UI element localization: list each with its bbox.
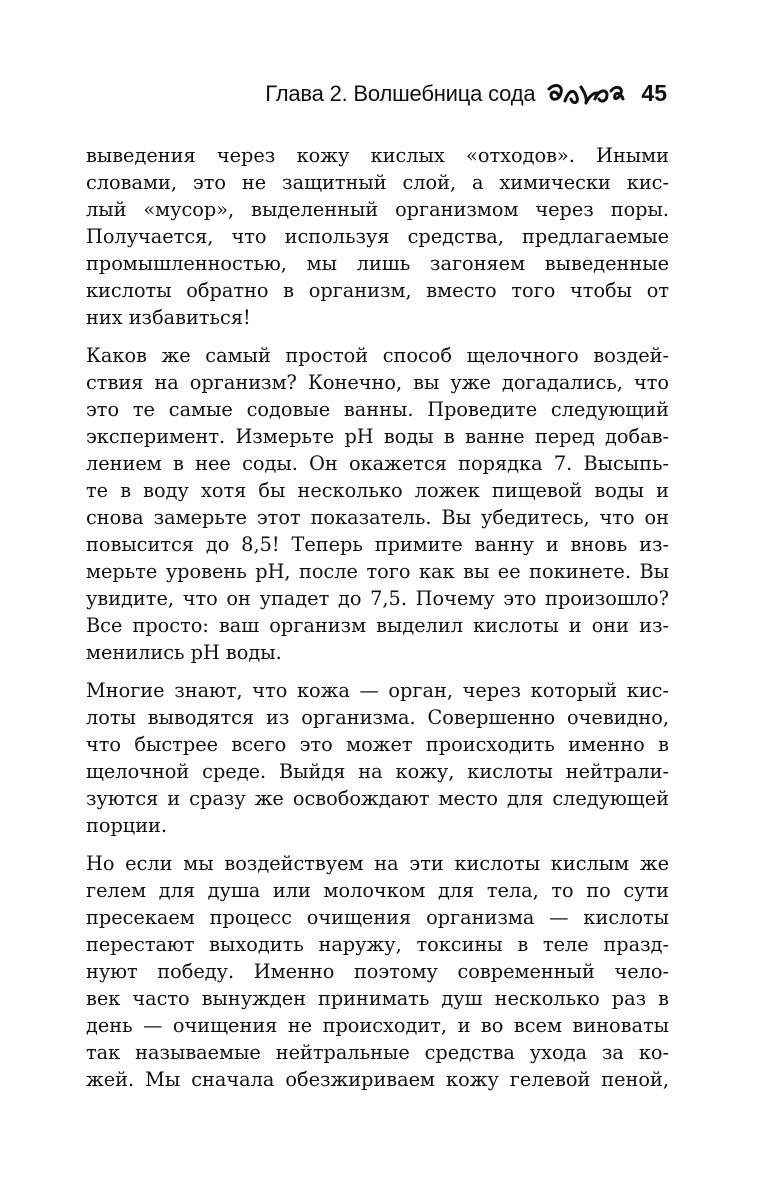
text-line: лоты выводятся из организма. Совершенно очевидно, [86,706,669,729]
text-line: зуются и сразу же освобождают место для следующей [86,787,669,810]
paragraph-1 [86,142,669,331]
text-line: кислоты обратно в организм, вместо того чтобы от [86,279,669,302]
text-line: так называемые нейтральные средства ухода за ко- [86,1041,669,1064]
text-line: те в воду хотя бы несколько ложек пищевой воды и [86,479,669,502]
text-line: лением в нее соды. Он окажется порядка 7. Высыпь- [86,452,669,475]
running-head [265,80,667,107]
text-line: увидите, что он упадет до 7,5. Почему это произошло? [86,587,669,610]
text-line: них избавиться! [86,306,251,329]
text-line: это те самые содовые ванны. Проведите следующий [86,398,669,421]
text-line: Но если мы воздействуем на эти кислоты кислым же [86,852,669,875]
text-line: Многие знают, что кожа — орган, через который кис- [86,679,669,702]
text-line: перестают выходить наружу, токсины в теле празд- [86,933,669,956]
body-text [86,142,669,1104]
text-line: повысится до 8,5! Теперь примите ванну и вновь из- [86,533,669,556]
text-line: мерьте уровень pH, после того как вы ее покинете. Вы [86,560,669,583]
text-line: промышленностью, мы лишь загоняем выведенные [86,252,669,275]
chapter-title: Глава 2. Волшебница сода [265,80,536,106]
text-line: словами, это не защитный слой, а химически кис- [86,171,669,194]
text-line: менились pH воды. [86,641,282,664]
text-line: день — очищения не происходит, и во всем виноваты [86,1014,669,1037]
paragraph-2 [86,342,669,666]
paragraph-4 [86,850,669,1093]
text-line: пресекаем процесс очищения организма — кислоты [86,906,669,929]
text-line: лый «мусор», выделенный организмом через поры. [86,198,669,221]
text-line: выведения через кожу кислых «отходов». Иными [86,144,669,167]
text-line: эксперимент. Измерьте pH воды в ванне перед добав- [86,425,669,448]
paragraph-3 [86,677,669,839]
text-line: Все просто: ваш организм выделил кислоты и они из- [86,614,669,637]
text-line: снова замерьте этот показатель. Вы убедитесь, что он [86,506,669,529]
page-number: 45 [641,80,667,106]
text-line: ствия на организм? Конечно, вы уже догадались, что [86,371,669,394]
text-line: щелочной среде. Выйдя на кожу, кислоты нейтрали- [86,760,669,783]
text-line: что быстрее всего это может происходить именно в [86,733,669,756]
text-line: гелем для душа или молочком для тела, то по сути [86,879,669,902]
text-line: нуют победу. Именно поэтому современный чело- [86,960,669,983]
text-line: порции. [86,814,168,837]
text-line: жей. Мы сначала обезжириваем кожу гелевой пеной, [86,1068,669,1091]
text-line: Каков же самый простой способ щелочного воздей- [86,344,669,367]
text-line: век часто вынужден принимать душ несколько раз в [86,987,669,1010]
text-line: Получается, что используя средства, предлагаемые [86,225,669,248]
decorative-ornament-icon [545,81,627,107]
